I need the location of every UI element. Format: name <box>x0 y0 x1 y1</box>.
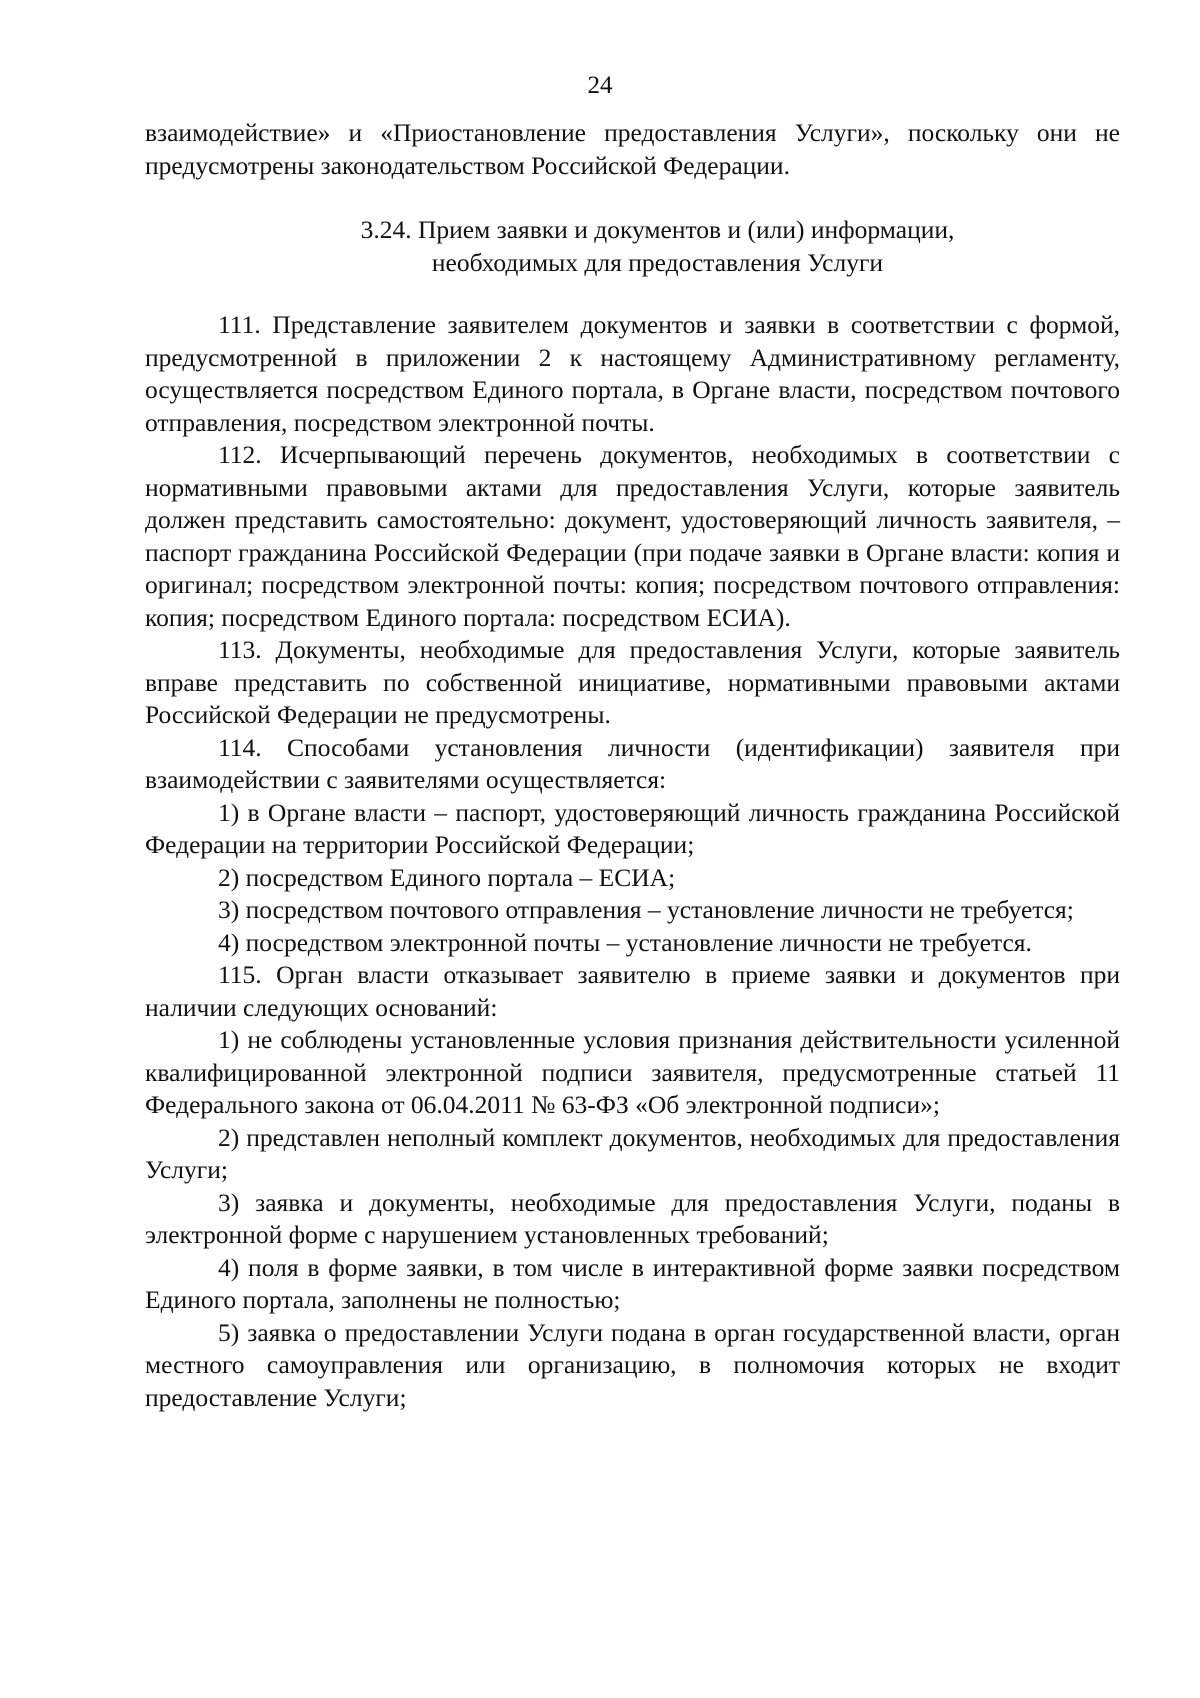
list-item-114-1: 1) в Органе власти – паспорт, удостоверяющий личность гражданина Российской Федерации на территории Российской Федерации; <box>145 797 1120 859</box>
section-heading <box>145 214 1120 279</box>
list-item-115-1: 1) не соблюдены установленные условия признания действительности усиленной квалифицированной электронной подписи заявителя, предусмотренные статьей 11 Федерального закона от 06.04.2011 № 63-ФЗ «Об электронной подписи»; <box>145 1025 1120 1119</box>
paragraph-111: 111. Представление заявителем документов и заявки в соответствии с формой, предусмотренной в приложении 2 к настоящему Административному регламенту, осуществляется посредством Единого портала, в Органе власти, посредством почтового отправления, посредством электронной почты. <box>145 310 1120 437</box>
list-item-115-5: 5) заявка о предоставлении Услуги подана в орган государственной власти, орган местного самоуправления или организацию, в полномочия которых не входит предоставление Услуги; <box>145 1317 1120 1412</box>
list-item-114-4: 4) посредством электронной почты – установление личности не требуется. <box>218 927 1032 957</box>
section-heading-line-2: необходимых для предоставления Услуги <box>431 247 884 277</box>
list-item-114-3: 3) посредством почтового отправления – установление личности не требуется; <box>218 895 1074 924</box>
list-item-115-4: 4) поля в форме заявки, в том числе в интерактивной форме заявки посредством Единого портала, заполнены не полностью; <box>145 1252 1120 1314</box>
paragraph-115: 115. Орган власти отказывает заявителю в приеме заявки и документов при наличии следующих оснований: <box>145 960 1120 1022</box>
continuation-paragraph: взаимодействие» и «Приостановление предоставления Услуги», поскольку они не предусмотрены законодательством Российской Федерации. <box>145 118 1120 180</box>
list-item-115-2: 2) представлен неполный комплект документов, необходимых для предоставления Услуги; <box>145 1122 1120 1184</box>
list-item-114-2: 2) посредством Единого портала – ЕСИА; <box>218 862 676 892</box>
list-item-115-3: 3) заявка и документы, необходимые для предоставления Услуги, поданы в электронной форме с нарушением установленных требований; <box>145 1187 1120 1249</box>
page-number: 24 <box>587 72 613 99</box>
paragraph-113: 113. Документы, необходимые для предоставления Услуги, которые заявитель вправе представить по собственной инициативе, нормативными правовыми актами Российской Федерации не предусмотрены. <box>145 635 1120 729</box>
section-heading-line-1: 3.24. Прием заявки и документов и (или) информации, <box>360 215 955 244</box>
paragraph-112: 112. Исчерпывающий перечень документов, необходимых в соответствии с нормативными правовыми актами для предоставления Услуги, которые заявитель должен представить самостоятельно: документ, удостоверяющий личность заявителя, – паспорт гражданина Российской Федерации (при подаче заявки в Органе власти: копия и оригинал; посредством электронной почты: копия; посредством почтового отправления: копия; посредством Единого портала: посредством ЕСИА). <box>145 440 1120 632</box>
document-body <box>145 117 1120 1414</box>
paragraph-114: 114. Способами установления личности (идентификации) заявителя при взаимодействии с заявителями осуществляется: <box>145 732 1120 794</box>
